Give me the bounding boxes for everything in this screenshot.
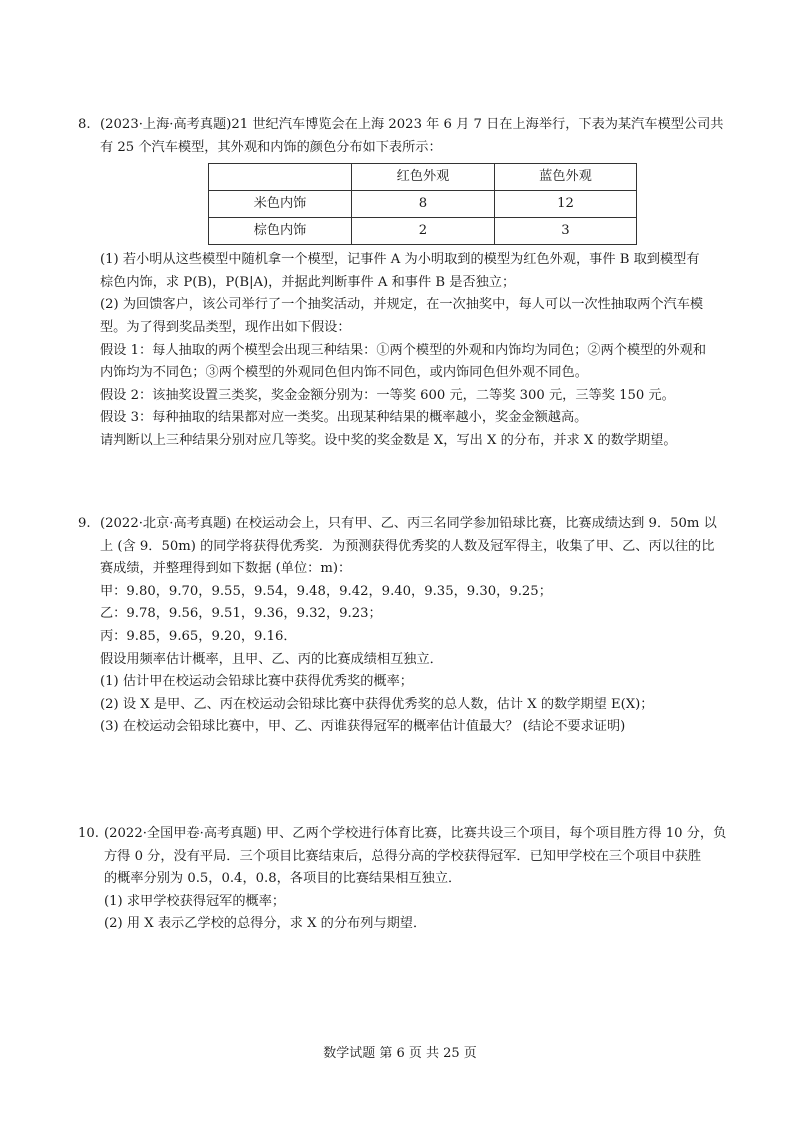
question-2: (2) 设 X 是甲、乙、丙在校运动会铅球比赛中获得优秀奖的总人数，估计 X 的数学期望 E(X)；	[100, 696, 654, 712]
assumption-3: 假设 3：每种抽取的结果都对应一类奖。出现某种结果的概率越小，奖金金额越高。	[100, 410, 588, 426]
problem-number: 10.	[78, 826, 99, 841]
table-cell: 米色内饰	[209, 191, 352, 218]
question-1: (1) 估计甲在校运动会铅球比赛中获得优秀奖的概率；	[100, 674, 413, 690]
assumption-2: 假设 2：该抽奖设置三类奖，奖金金额分别为：一等奖 600 元，二等奖 300 元，三等奖 150 元。	[100, 387, 675, 403]
question-2-cont: 型。为了得到奖品类型，现作出如下假设：	[100, 319, 351, 335]
page-footer: 数学试题 第 6 页 共 25 页	[323, 1046, 477, 1061]
problem-9	[78, 513, 728, 739]
table-row	[209, 218, 637, 245]
problem-intro: (2022·北京·高考真题) 在校运动会上，只有甲、乙、丙三名同学参加铅球比赛，比赛成绩达到 9．50m 以	[100, 516, 717, 531]
problem-intro: (2023·上海·高考真题)21 世纪汽车博览会在上海 2023 年 6 月 7 日在上海举行，下表为某汽车模型公司共	[100, 117, 724, 132]
table-cell: 3	[495, 218, 637, 245]
problem-number: 8.	[78, 117, 91, 132]
table-header-cell: 红色外观	[352, 164, 495, 191]
problem-number: 9.	[78, 516, 91, 531]
question-2: (2) 用 X 表示乙学校的总得分，求 X 的分布列与期望．	[104, 916, 427, 932]
data-line-bing: 丙：9.85，9.65，9.20，9.16．	[100, 628, 297, 644]
color-distribution-table	[208, 163, 637, 245]
table-row	[209, 191, 637, 218]
question-1: (1) 求甲学校获得冠军的概率；	[104, 893, 286, 909]
question-2: (2) 为回馈客户，该公司举行了一个抽奖活动，并规定，在一次抽奖中，每人可以一次性抽取两个汽车模	[100, 297, 704, 313]
question-ask: 请判断以上三种结果分别对应几等奖。设中奖的奖金数是 X，写出 X 的分布，并求 X 的数学期望。	[100, 432, 677, 448]
problem-8	[78, 114, 728, 453]
problem-intro-cont: 赛成绩，并整理得到如下数据 (单位：m)：	[100, 561, 352, 577]
problem-intro-cont: 的概率分别为 0.5，0.4，0.8，各项目的比赛结果相互独立．	[104, 871, 462, 887]
table-cell: 2	[352, 218, 495, 245]
table-cell: 棕色内饰	[209, 218, 352, 245]
problem-intro-cont: 有 25 个汽车模型，其外观和内饰的颜色分布如下表所示：	[100, 139, 442, 155]
problem-intro-cont: 方得 0 分，没有平局．三个项目比赛结束后，总得分高的学校获得冠军．已知甲学校在三个项目中获胜	[104, 848, 702, 864]
data-line-jia: 甲：9.80，9.70，9.55，9.54，9.48，9.42，9.40，9.35，9.30，9.25；	[100, 583, 552, 599]
question-3: (3) 在校运动会铅球比赛中，甲、乙、丙谁获得冠军的概率估计值最大？ (结论不要求证明)	[100, 719, 626, 735]
table-header-cell: 蓝色外观	[495, 164, 637, 191]
table-cell: 12	[495, 191, 637, 218]
problem-10	[78, 823, 728, 936]
problem-intro: (2022·全国甲卷·高考真题) 甲、乙两个学校进行体育比赛，比赛共设三个项目，每个项目胜方得 10 分，负	[104, 826, 727, 841]
data-line-yi: 乙：9.78，9.56，9.51，9.36，9.32，9.23；	[100, 606, 382, 622]
assumption-1-cont: 内饰均为不同色；③两个模型的外观同色但内饰不同色，或内饰同色但外观不同色。	[100, 365, 588, 381]
problem-intro-cont: 上 (含 9．50m) 的同学将获得优秀奖．为预测获得优秀奖的人数及冠军得主，收集了甲、乙、丙以往的比	[100, 538, 715, 554]
assumption: 假设用频率估计概率，且甲、乙、丙的比赛成绩相互独立．	[100, 651, 443, 667]
table-header-row	[209, 164, 637, 191]
table-header-cell	[209, 164, 352, 191]
question-1: (1) 若小明从这些模型中随机拿一个模型，记事件 A 为小明取到的模型为红色外观，事件 B 取到模型有	[100, 252, 700, 268]
table-cell: 8	[352, 191, 495, 218]
assumption-1: 假设 1：每人抽取的两个模型会出现三种结果：①两个模型的外观和内饰均为同色；②两个模型的外观和	[100, 342, 707, 358]
question-1-cont: 棕色内饰，求 P(B)，P(B|A)，并据此判断事件 A 和事件 B 是否独立；	[100, 274, 516, 290]
